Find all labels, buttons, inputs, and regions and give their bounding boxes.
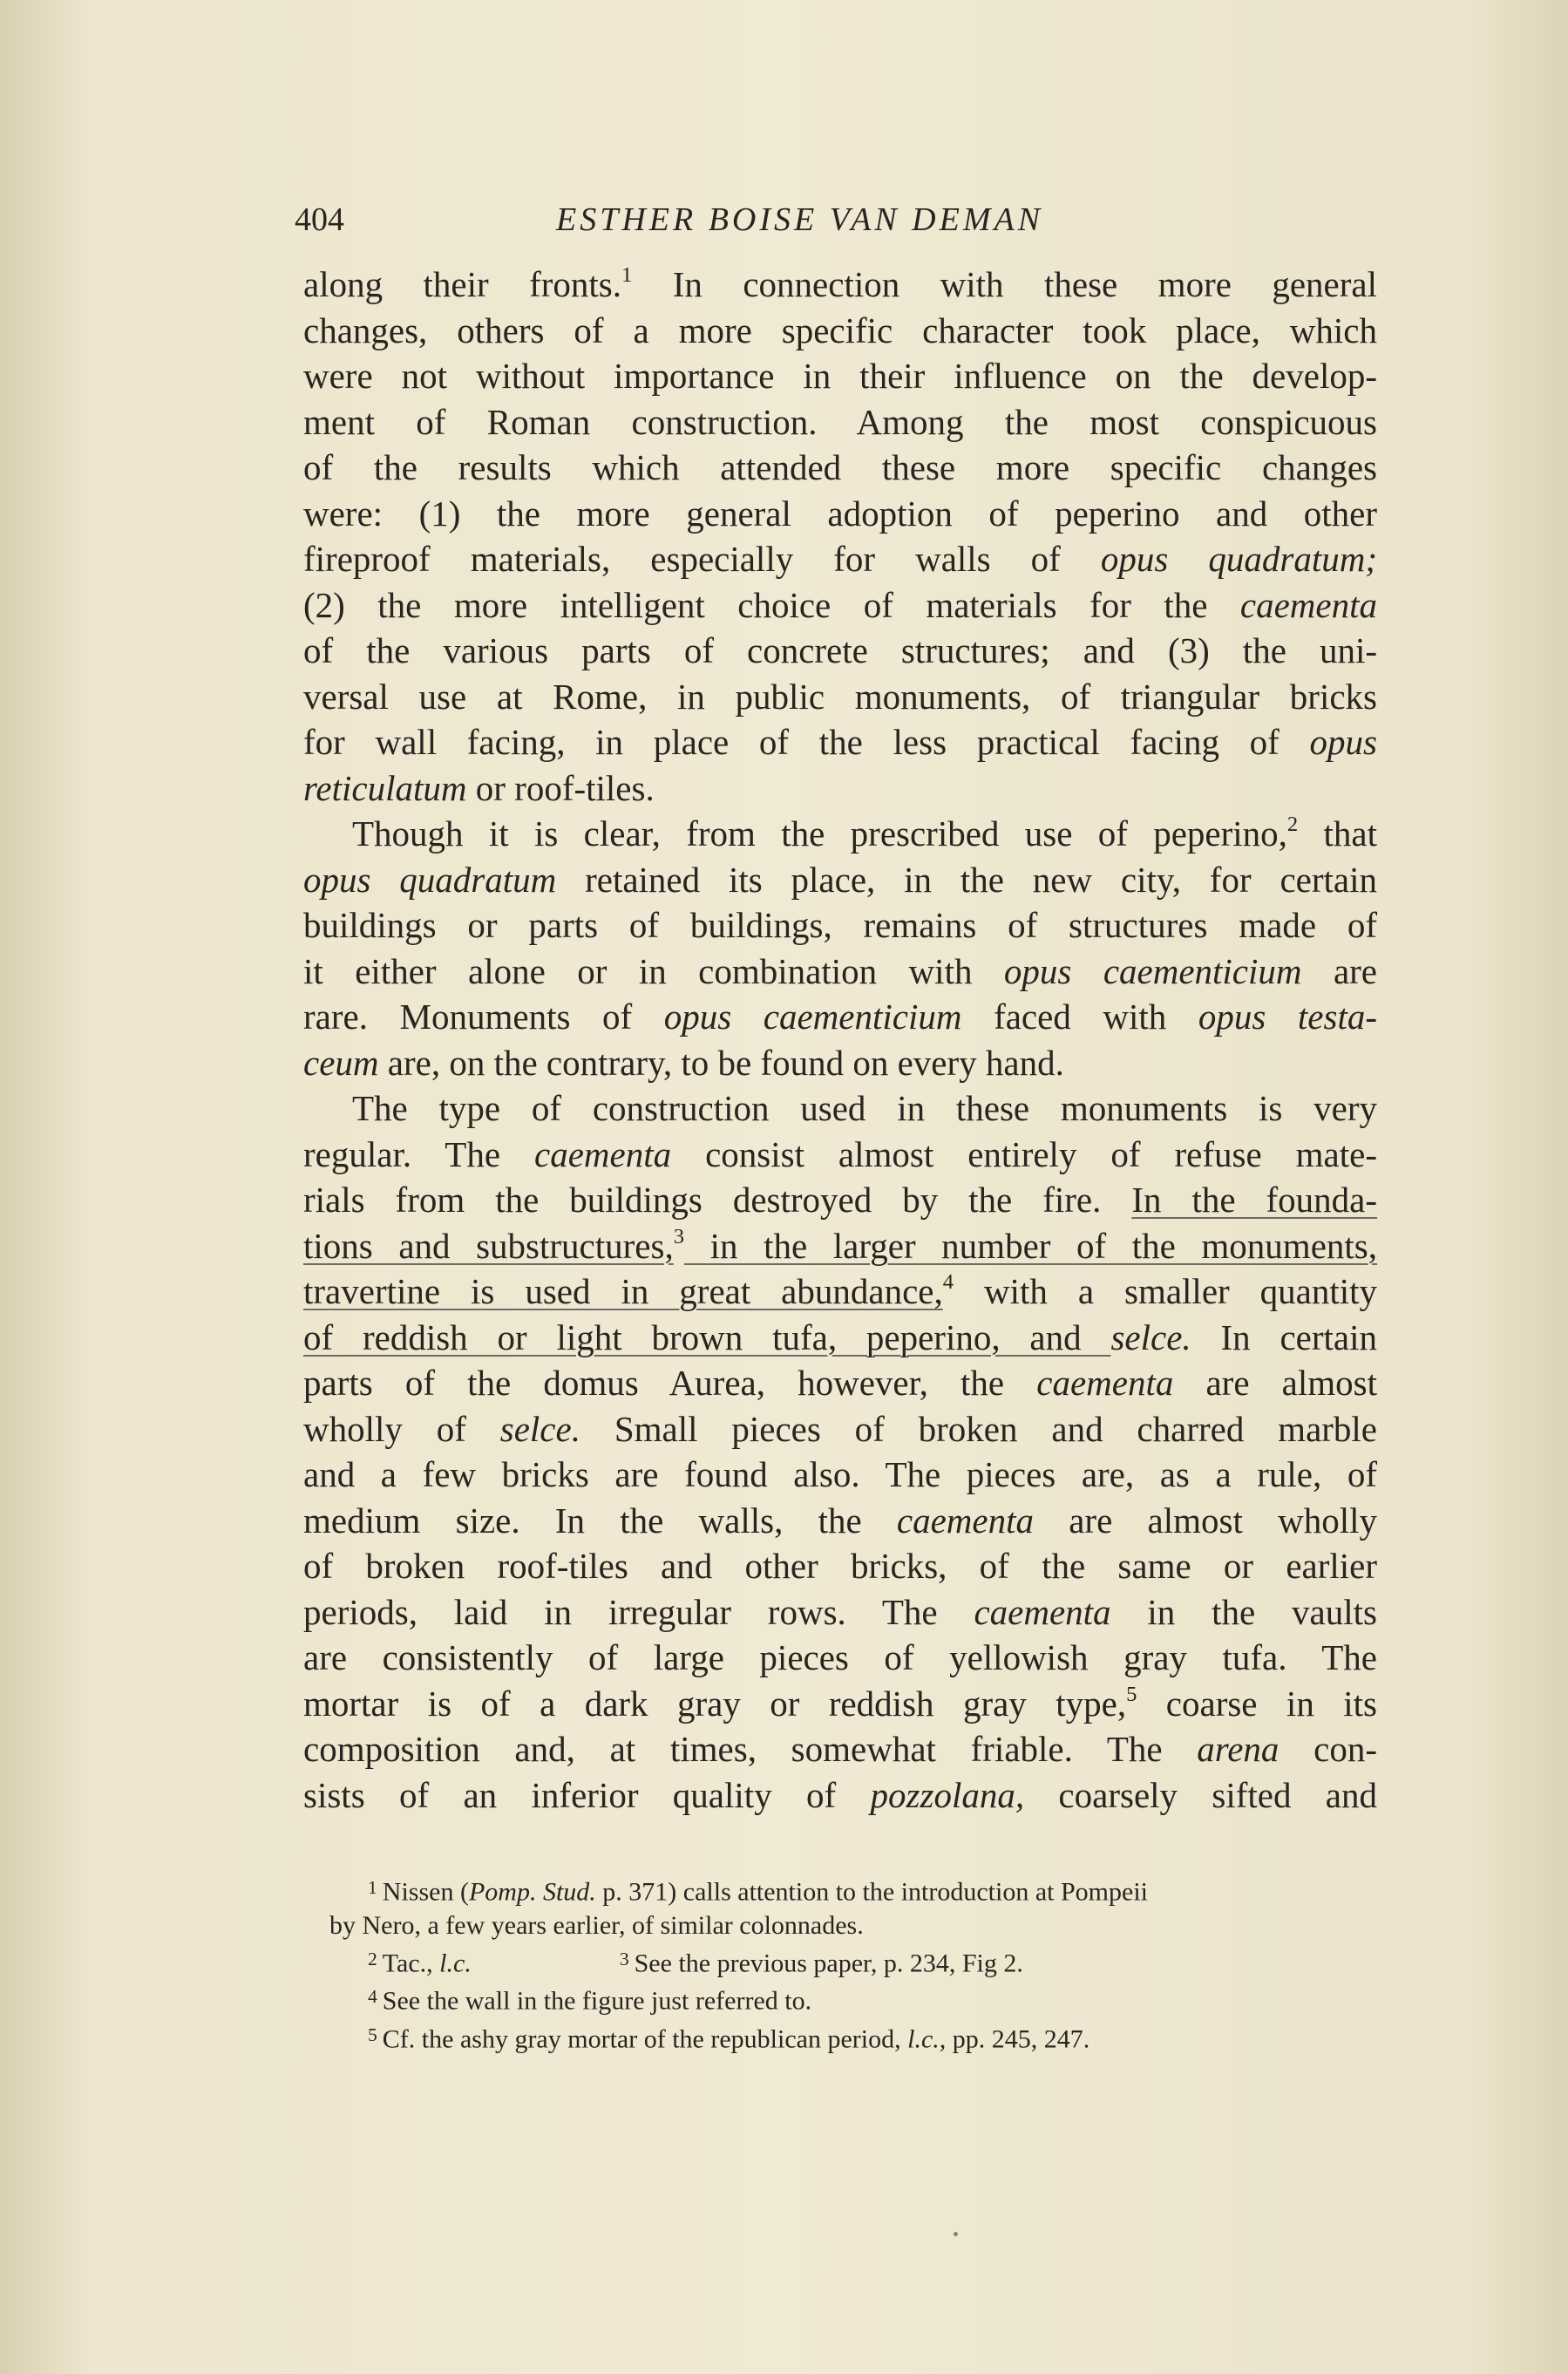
underlined-text: In the founda- (1131, 1180, 1377, 1220)
page-number: 404 (295, 201, 344, 238)
footnote-ref: 1 (621, 262, 633, 287)
paper-speck (954, 2232, 958, 2236)
running-head: ESTHER BOISE VAN DEMAN (556, 201, 1044, 238)
text-line: The type of construction used in these monuments is very (352, 1088, 1377, 1128)
paragraph-2 (303, 811, 1377, 1085)
text-line: were: (1) the more general adoption of peperino and other (303, 493, 1377, 534)
text-run: regular. The (303, 1133, 535, 1174)
text-line: and a few bricks are found also. The pieces are, as a rule, of (303, 1454, 1377, 1494)
text-run: pp. 245, 247. (946, 2024, 1090, 2054)
text-run: are almost wholly (1034, 1500, 1377, 1541)
text-run: rials from the buildings destroyed by the fire. (303, 1180, 1132, 1220)
text-line (303, 1498, 1377, 1544)
text-run: consist almost entirely of refuse mate- (671, 1133, 1377, 1174)
text-line (303, 1726, 1377, 1772)
text-line (303, 1360, 1377, 1406)
underlined-text: of reddish or light brown tufa, peperino, and (303, 1316, 1111, 1357)
text-line (303, 1772, 1377, 1819)
text-run: are almost (1173, 1363, 1377, 1403)
text-line: are consistently of large pieces of yellowish gray tufa. The (303, 1637, 1377, 1677)
footnote-ref: 5 (1126, 1682, 1137, 1706)
text-run: (2) the more intelligent choice of materials for the (303, 584, 1240, 625)
text-run: Cf. the ashy gray mortar of the republican period, (382, 2024, 908, 2054)
text-run: for wall facing, in place of the less practical facing of (303, 722, 1310, 762)
italic-term: opus caementicium (663, 997, 962, 1037)
italic-term: caementa (1239, 584, 1377, 625)
italic-term: ceum (303, 1042, 379, 1083)
text-run: are (1301, 950, 1378, 991)
italic-term: caementa (896, 1500, 1034, 1541)
footnote-ref: 2 (1286, 812, 1299, 836)
text-line (303, 1223, 1377, 1269)
text-run: retained its place, in the new city, for certain (556, 859, 1377, 900)
text-run: coarse in its (1137, 1683, 1377, 1724)
text-run: or roof-tiles. (466, 767, 655, 808)
footnote-1-continued: by Nero, a few years earlier, of similar colonnades. (329, 1910, 864, 1940)
underlined-text: tions and substructures, (303, 1225, 674, 1266)
italic-term: arena (1197, 1729, 1280, 1769)
footnotes-2-3 (322, 1942, 1386, 1981)
text-run: along their fronts. (303, 264, 622, 304)
text-run: sists of an inferior quality of (303, 1774, 871, 1815)
italic-term: pozzolana, (870, 1774, 1025, 1815)
text-run: composition and, at times, somewhat friable. The (303, 1729, 1198, 1769)
text-run: in the vaults (1110, 1591, 1377, 1632)
italic-term: selce. (499, 1408, 580, 1449)
text-line (303, 262, 1377, 308)
text-run: In connection with these more general (632, 264, 1377, 304)
text-run: See the wall in the figure just referred to. (382, 1986, 812, 2016)
footnote-ref: 4 (942, 1269, 954, 1294)
text-run: con- (1279, 1729, 1377, 1769)
footnotes (322, 1871, 1386, 2056)
italic-term: opus testa- (1198, 997, 1378, 1037)
italic-term: l.c., (907, 2024, 947, 2054)
text-line (303, 994, 1377, 1040)
text-line: of the results which attended these more specific changes (303, 447, 1377, 487)
text-run: are, on the contrary, to be found on every hand. (378, 1042, 1064, 1083)
italic-term: opus caementicium (1003, 950, 1302, 991)
text-line (303, 582, 1377, 629)
text-line (303, 1681, 1377, 1727)
italic-term: opus quadratum; (1100, 539, 1377, 579)
text-line (303, 1132, 1377, 1178)
italic-term: l.c. (439, 1949, 472, 1978)
text-line: versal use at Rome, in public monuments, of triangular bricks (303, 676, 1377, 717)
italic-term: Pomp. Stud. (468, 1877, 596, 1907)
text-line (303, 765, 1377, 812)
footnote-ref: 3 (673, 1224, 685, 1248)
text-run: periods, laid in irregular rows. The (303, 1591, 974, 1632)
footnote-number: 2 (368, 1948, 377, 1969)
text-run: Small pieces of broken and charred marble (580, 1408, 1378, 1449)
text-run: parts of the domus Aurea, however, the (303, 1363, 1037, 1403)
text-line: ment of Roman construction. Among the most conspicuous (303, 401, 1377, 442)
text-run: faced with (961, 997, 1198, 1037)
text-line (303, 1269, 1377, 1315)
footnote-number: 1 (368, 1877, 377, 1898)
italic-term: selce. (1110, 1316, 1191, 1357)
text-run: with a smaller quantity (954, 1271, 1377, 1311)
text-line (303, 1040, 1377, 1086)
text-line (303, 1177, 1377, 1223)
paragraph-3 (303, 1085, 1377, 1818)
italic-term: caementa (1036, 1363, 1174, 1403)
text-run: that (1298, 813, 1377, 854)
text-run: it either alone or in combination with (303, 950, 1004, 991)
text-run: Tac., (382, 1949, 440, 1978)
underlined-text: travertine is used in great abundance, (303, 1271, 943, 1311)
footnote-number: 5 (368, 2024, 377, 2045)
text-run: mortar is of a dark gray or reddish gray type, (303, 1683, 1127, 1724)
text-line (303, 1406, 1377, 1452)
text-line (303, 1589, 1377, 1636)
text-run: In certain (1191, 1316, 1377, 1357)
italic-term: caementa (974, 1591, 1111, 1632)
text-run: fireproof materials, especially for walls of (303, 539, 1101, 579)
italic-term: opus quadratum (303, 859, 557, 900)
footnote-5 (322, 2018, 1386, 2057)
text-run: coarsely sifted and (1024, 1774, 1377, 1815)
text-run: Though it is clear, from the prescribed use of peperino, (352, 813, 1287, 854)
text-line: of broken roof-tiles and other bricks, of the same or earlier (303, 1546, 1377, 1586)
text-line (303, 949, 1377, 995)
text-line (303, 857, 1377, 903)
text-run: wholly of (303, 1408, 500, 1449)
text-line (303, 719, 1377, 765)
italic-term: caementa (534, 1133, 672, 1174)
text-line: of the various parts of concrete structures; and (3) the uni- (303, 630, 1377, 670)
text-line: changes, others of a more specific character took place, which (303, 310, 1377, 350)
paragraph-1 (303, 262, 1377, 811)
italic-term: reticulatum (303, 767, 467, 808)
text-run: p. 371) calls attention to the introduction at Pompeii (595, 1877, 1149, 1907)
italic-term: opus (1309, 722, 1377, 762)
page-header (295, 192, 1375, 244)
text-run: See the previous paper, p. 234, Fig 2. (634, 1949, 1023, 1978)
footnote-number: 4 (368, 1986, 377, 2008)
body-text (303, 262, 1377, 1818)
text-run: Nissen ( (382, 1877, 469, 1907)
footnote-4 (322, 1980, 1386, 2018)
text-run: rare. Monuments of (303, 997, 664, 1037)
text-line (303, 1315, 1377, 1361)
text-line (303, 811, 1377, 857)
underlined-text: in the larger number of the monuments, (684, 1225, 1377, 1266)
text-run: medium size. In the walls, the (303, 1500, 897, 1541)
text-line: were not without importance in their influence on the develop- (303, 356, 1377, 396)
text-line: buildings or parts of buildings, remains of structures made of (303, 905, 1377, 945)
footnote-number: 3 (619, 1948, 629, 1969)
text-line (303, 536, 1377, 582)
footnote-1 (322, 1871, 1386, 1909)
